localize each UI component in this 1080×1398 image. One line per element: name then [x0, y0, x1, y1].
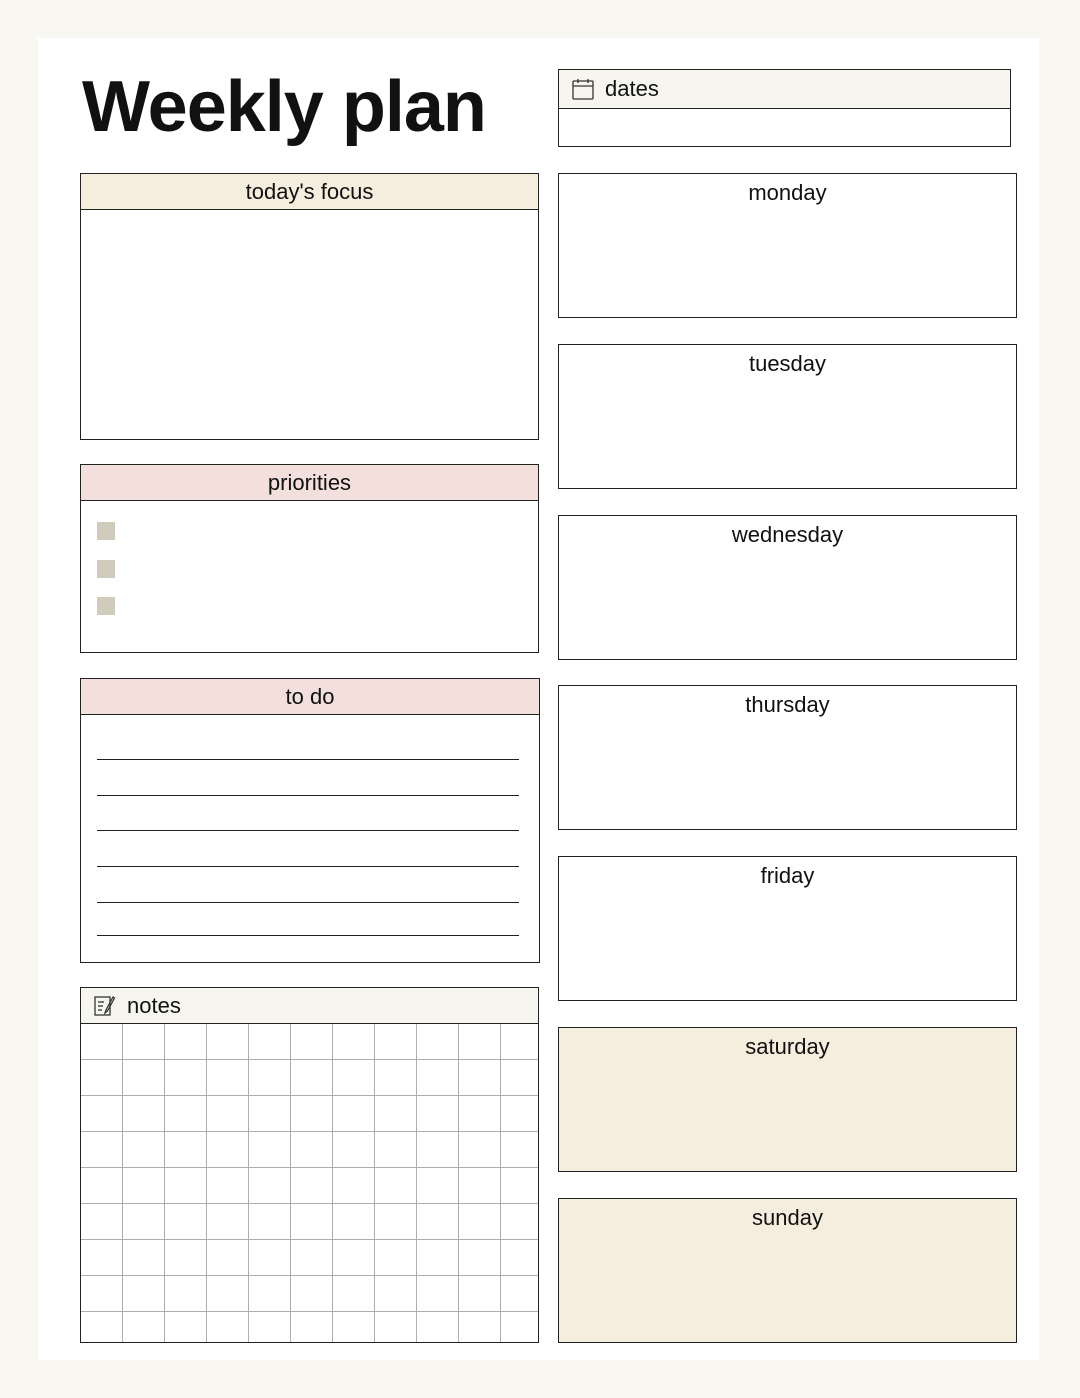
- day-label-wednesday: wednesday: [731, 522, 844, 547]
- day-box-thursday[interactable]: [558, 685, 1017, 830]
- notes-grid[interactable]: [81, 1024, 538, 1342]
- day-box-tuesday[interactable]: [558, 344, 1017, 489]
- priorities-header: [81, 465, 538, 501]
- todo-box: [80, 678, 540, 963]
- dates-label: dates: [605, 76, 659, 101]
- todo-line[interactable]: [97, 795, 519, 796]
- dates-header: [559, 70, 1010, 109]
- notes-header: [81, 988, 538, 1024]
- focus-writing-area[interactable]: [81, 210, 538, 439]
- focus-label: today's focus: [245, 179, 374, 204]
- day-box-wednesday[interactable]: [558, 515, 1017, 660]
- todo-line[interactable]: [97, 830, 519, 831]
- day-label-monday: monday: [748, 180, 827, 205]
- page-title: Weekly plan: [82, 67, 486, 147]
- priority-checkbox[interactable]: [97, 522, 115, 540]
- day-label-friday: friday: [760, 863, 815, 888]
- notes-box: [80, 987, 539, 1343]
- dates-box: [558, 69, 1011, 147]
- todo-header: [81, 679, 539, 715]
- dates-input[interactable]: [559, 109, 1010, 146]
- todo-line[interactable]: [97, 759, 519, 760]
- focus-box: [80, 173, 539, 440]
- notes-label: notes: [127, 993, 181, 1018]
- day-box-saturday[interactable]: [558, 1027, 1017, 1172]
- day-label-sunday: sunday: [752, 1205, 823, 1230]
- day-box-sunday[interactable]: [558, 1198, 1017, 1343]
- focus-header: [81, 174, 538, 210]
- priorities-box: [80, 464, 539, 653]
- day-box-friday[interactable]: [558, 856, 1017, 1001]
- priority-checkbox[interactable]: [97, 597, 115, 615]
- notepad-icon: [93, 994, 117, 1018]
- todo-line[interactable]: [97, 935, 519, 936]
- priority-checkbox[interactable]: [97, 560, 115, 578]
- calendar-icon: [571, 77, 595, 101]
- todo-line[interactable]: [97, 902, 519, 903]
- day-label-saturday: saturday: [745, 1034, 830, 1059]
- todo-line[interactable]: [97, 866, 519, 867]
- day-label-thursday: thursday: [745, 692, 830, 717]
- day-label-tuesday: tuesday: [748, 351, 827, 376]
- todo-label: to do: [285, 684, 335, 709]
- priorities-label: priorities: [267, 470, 352, 495]
- day-box-monday[interactable]: [558, 173, 1017, 318]
